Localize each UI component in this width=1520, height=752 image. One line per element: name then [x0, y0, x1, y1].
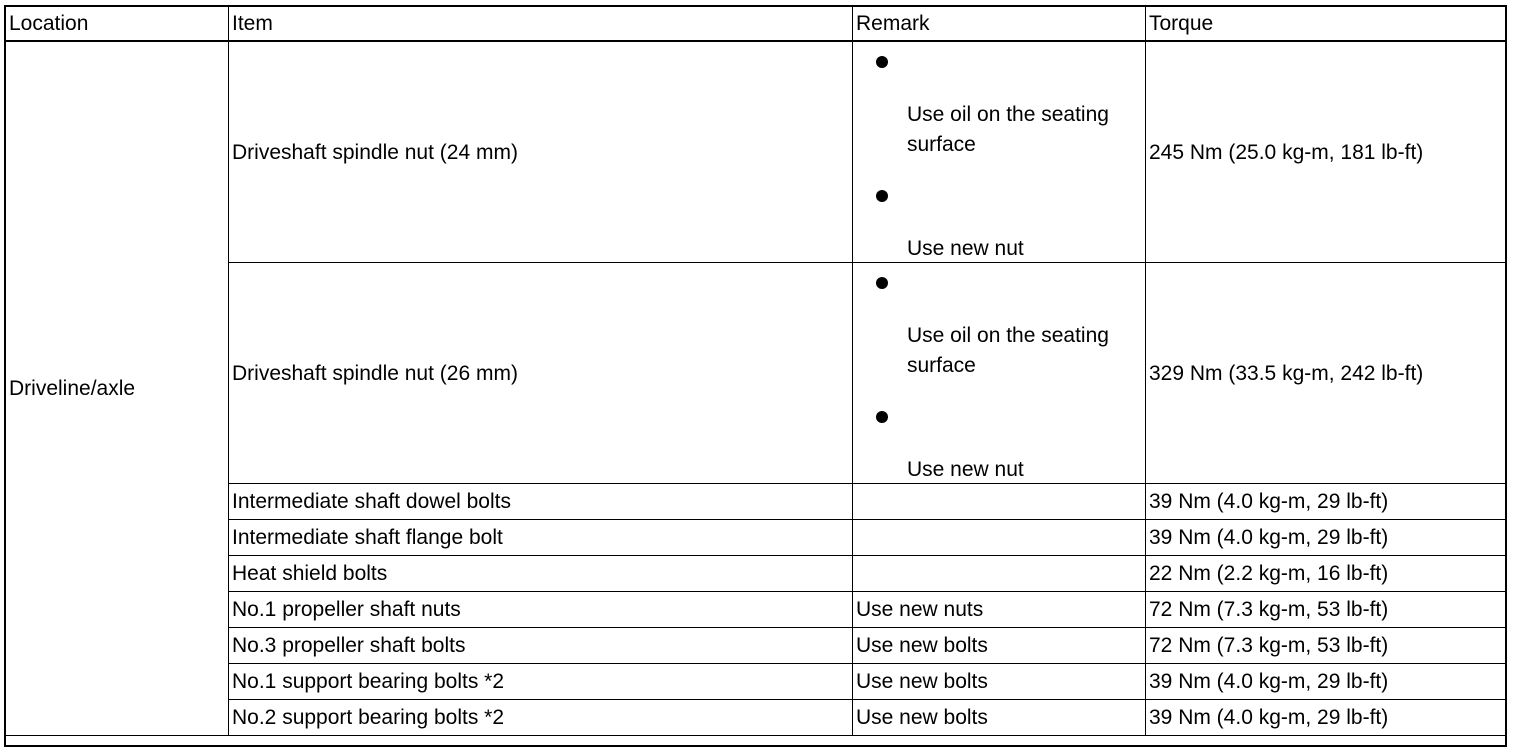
- remark-list: [856, 42, 1145, 262]
- remark-list: [856, 263, 1145, 483]
- remark-cell: [853, 520, 1146, 556]
- item-cell: No.1 support bearing bolts *2: [229, 664, 853, 700]
- torque-cell: 39 Nm (4.0 kg-m, 29 lb-ft): [1146, 664, 1507, 700]
- torque-cell: 245 Nm (25.0 kg-m, 181 lb-ft): [1146, 41, 1507, 263]
- torque-cell: 39 Nm (4.0 kg-m, 29 lb-ft): [1146, 484, 1507, 520]
- table-row: [6, 700, 1507, 736]
- header-row: [6, 7, 1507, 42]
- item-cell: No.2 support bearing bolts *2: [229, 700, 853, 736]
- remark-cell: [853, 556, 1146, 592]
- remark-item: Use oil on the seating surface: [907, 103, 1109, 156]
- item-cell: No.3 propeller shaft bolts: [229, 628, 853, 664]
- torque-cell: 72 Nm (7.3 kg-m, 53 lb-ft): [1146, 628, 1507, 664]
- item-cell: Heat shield bolts: [229, 556, 853, 592]
- torque-cell: 22 Nm (2.2 kg-m, 16 lb-ft): [1146, 556, 1507, 592]
- bullet-icon: [876, 190, 888, 202]
- remark-cell: Use new bolts: [853, 664, 1146, 700]
- location-cell: Driveline/axle: [6, 41, 229, 736]
- remark-item: Use new nut: [907, 458, 1024, 481]
- remark-cell: [853, 41, 1146, 263]
- torque-spec-table: [5, 6, 1507, 736]
- table-row: [6, 556, 1507, 592]
- torque-cell: 39 Nm (4.0 kg-m, 29 lb-ft): [1146, 700, 1507, 736]
- item-cell: Intermediate shaft flange bolt: [229, 520, 853, 556]
- header-torque: Torque: [1146, 7, 1507, 42]
- torque-cell: 72 Nm (7.3 kg-m, 53 lb-ft): [1146, 592, 1507, 628]
- header-item: Item: [229, 7, 853, 42]
- torque-cell: 329 Nm (33.5 kg-m, 242 lb-ft): [1146, 263, 1507, 484]
- header-location: Location: [6, 7, 229, 42]
- table-row: [6, 41, 1507, 263]
- torque-cell: 39 Nm (4.0 kg-m, 29 lb-ft): [1146, 520, 1507, 556]
- bullet-icon: [876, 411, 888, 423]
- table-row: [6, 520, 1507, 556]
- item-cell: Driveshaft spindle nut (24 mm): [229, 41, 853, 263]
- table-row: [6, 628, 1507, 664]
- bullet-icon: [876, 56, 888, 68]
- item-cell: Intermediate shaft dowel bolts: [229, 484, 853, 520]
- table-row: [6, 484, 1507, 520]
- table-row: [6, 664, 1507, 700]
- remark-item: Use oil on the seating surface: [907, 324, 1109, 377]
- remark-item: Use new nut: [907, 237, 1024, 260]
- bullet-icon: [876, 277, 888, 289]
- item-cell: No.1 propeller shaft nuts: [229, 592, 853, 628]
- remark-cell: Use new nuts: [853, 592, 1146, 628]
- table-row: [6, 592, 1507, 628]
- item-cell: Driveshaft spindle nut (26 mm): [229, 263, 853, 484]
- remark-cell: [853, 263, 1146, 484]
- header-remark: Remark: [853, 7, 1146, 42]
- remark-cell: [853, 484, 1146, 520]
- remark-cell: Use new bolts: [853, 628, 1146, 664]
- table-row: [6, 263, 1507, 484]
- remark-cell: Use new bolts: [853, 700, 1146, 736]
